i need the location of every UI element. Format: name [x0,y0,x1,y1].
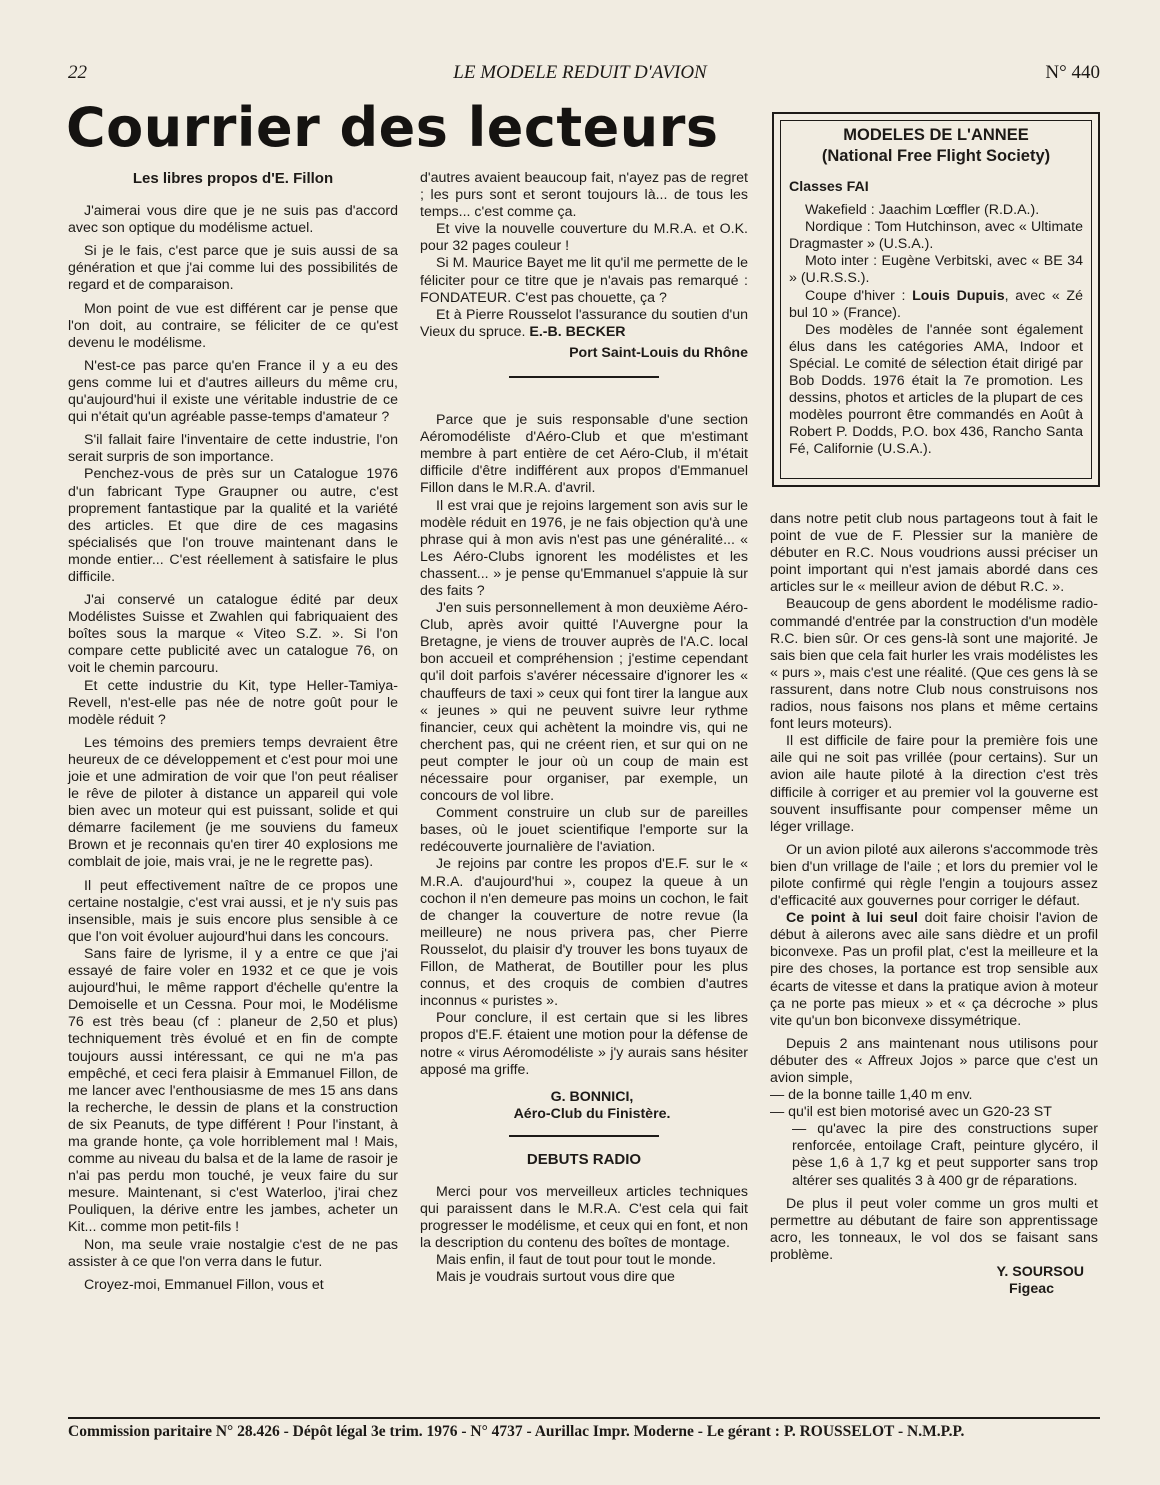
box-coupe-name: Louis Dupuis [912,287,1005,304]
paragraph: Pour conclure, il est certain que si les libres propos d'E.F. étaient une motion pour la défense de notre « virus Aéromodéliste » j'y aurais sans hésiter apposé ma griffe. [420,1010,748,1078]
paragraph [420,307,748,341]
paragraph: Penchez-vous de près sur un Catalogue 1976 d'un fabricant Type Graupner ou autre, c'est proprement fantastique par la qualité et la variété des articles. Et que dire de ces magasins spécialisés que l'on trouve maintenant dans le monde entier... C'est réellement à satisfaire le plus difficile. [68,466,398,585]
paragraph: Et vive la nouvelle couverture du M.R.A. et O.K. pour 32 pages couleur ! [420,221,748,255]
paragraph: Mon point de vue est différent car je pense que l'on doit, au contraire, se féliciter de ce qu'est devenu le modélisme. [68,300,398,351]
list-item: — qu'avec la pire des constructions super renforcée, entoilage Craft, peinture glycéro, il pèse 1,6 à 1,7 kg et peut supporter sans trop altérer ses qualités 3 à 400 gr de réparations. [792,1121,1098,1189]
signature-place-becker: Port Saint-Louis du Rhône [569,344,748,361]
magazine-title: LE MODELE REDUIT D'AVION [453,62,707,83]
signature-soursou: Y. SOURSOU [996,1264,1084,1281]
issue-number: N° 440 [1045,62,1100,83]
column-3 [770,511,1098,1298]
paragraph: Sans faire de lyrisme, il y a entre ce que j'ai essayé de faire voler en 1932 et ce que je vois aujourd'hui, le même rapport d'échelle qu'entre la Demoiselle et un Cessna. Pour moi, le Modélisme 76 est très beau (cf : planeur de 2,50 et plus) techniquement très évolué et en fin de compte toujours aussi intéressant, ce qui ne m'a pas empêché, et ceci fera plaisir à Emmanuel Fillon, de me lancer avec l'enthousiasme de mes 15 ans dans la recherche, le dessin de plans et la construction de six Peanuts, de type différent ! Pour l'instant, à ma grande honte, ça vole horriblement mal ! Mais, comme au niveau du balsa et de la lame de rasoir je n'ai pas perdu mon touché, je veux faire du sur mesure. Maintenant, si c'est Waterloo, j'irai chez Pouliquen, la dérive entre les jambes, acheter un Kit... comme mon petit-fils ! [68,945,398,1236]
paragraph: Il est difficile de faire pour la première fois une aile qui ne soit pas vrillée (pour certains). Sur un avion aile haute piloté à la direction c'est très difficile à corriger et au premier vol la gouverne est souvent insuffisante pour compenser même un léger vrillage. [770,733,1098,835]
paragraph: Non, ma seule vraie nostalgie c'est de ne pas assister à ce que l'on verra dans le futur. [68,1236,398,1270]
signature-becker: E.-B. BECKER [529,323,626,340]
box-coupe-rest: , avec « Zé bul 10 » (France). [789,287,1083,321]
column-1-body [68,203,398,1294]
paragraph: Or un avion piloté aux ailerons s'accommode très bien d'un vrillage de l'aile ; et lors du premier vol le pilote confirmé qui règle l'engin a toujours assez d'efficacité aux gouvernes pour corriger le défaut. [770,841,1098,910]
paragraph: J'aimerai vous dire que je ne suis pas d'accord avec son optique du modélisme actuel. [68,203,398,237]
modeles-annee-box [772,112,1100,487]
separator-rule [509,1135,659,1137]
box-entry-moto: Moto inter : Eugène Verbitski, avec « BE 34 » (U.R.S.S.). [789,253,1083,287]
box-coupe-label: Coupe d'hiver : [805,287,913,304]
article-heading-fillon: Les libres propos d'E. Fillon [132,170,334,187]
bold-phrase: Ce point à lui seul [786,910,918,927]
signature-place-bonnici: Aéro-Club du Finistère. [513,1105,671,1122]
box-entry-wakefield: Wakefield : Jaachim Lœffler (R.D.A.). [805,202,1040,219]
box-entry-coupe [789,288,1083,322]
paragraph: Beaucoup de gens abordent le modélisme radio-commandé d'entrée par la construction d'un modèle R.C. bien sûr. Or ces gens-là sont une majorité. Je sais bien que cela fait hurler les vrais modélistes les « purs », mais c'est une réalité. (Que ces gens là se rassurent, dans notre Club nous construisons nos radios, nous faisons nos plans et même certains font leurs moteurs). [770,596,1098,733]
paragraph: dans notre petit club nous partageons tout à fait le point de vue de F. Plessier sur la manière de débuter en R.C. Nous voudrions aussi préciser un point important qui n'est jamais abordé dans ces articles sur le « meilleur avion de début R.C. ». [770,511,1098,596]
paragraph: Il peut effectivement naître de ce propos une certaine nostalgie, c'est vrai aussi, et je n'y suis pas insensible, mais je suis encore plus sensible à ce que l'on voit évoluer aujourd'hui dans les concours. [68,877,398,945]
column-1 [68,170,398,1294]
paragraph: Si je le fais, c'est parce que je suis aussi de sa génération et que j'ai comme lui des possibilités de regard et de comparaison. [68,243,398,294]
paragraph: N'est-ce pas parce qu'en France il y a eu des gens comme lui et d'autres ailleurs du même cru, qu'aujourd'hui il existe une véritable industrie de ce qui n'était qu'un agréable passe-temps d'amateur ? [68,357,398,426]
signature-bonnici: G. BONNICI, [550,1088,634,1105]
box-entry-nordique: Nordique : Tom Hutchinson, avec « Ultimate Dragmaster » (U.S.A.). [789,219,1083,253]
paragraph: Il est vrai que je rejoins largement son avis sur le modèle réduit en 1976, je ne fais objection qu'à une phrase qui à mon avis n'est pas une généralité... « Les Aéro-Clubs ignorent les modélistes et les chassent... » je pense qu'Emmanuel s'appuie là sur des faits ? [420,497,748,599]
paragraph: J'en suis personnellement à mon deuxième Aéro-Club, après avoir quitté l'Auvergne pour la Bretagne, je viens de trouver auprès de l'A.C. local bon accueil et compréhension ; j'estime cependant qu'il doit parfois s'avérer nécessaire d'ignorer les « chauffeurs de taxi » ceux qui font tirer la langue aux « jeunes » qui ne peuvent suivre leur rythme financier, ceux qui achètent la moindre vis, qui ne cherchent pas, qui ne créent rien, et sur qui on ne peut compter le jour où un coup de main est nécessaire pour organiser, par exemple, un concours de vol libre. [420,600,748,805]
paragraph: Comment construire un club sur de pareilles bases, où le jouet scientifique l'emporte sur la redécouverte journalière de l'aviation. [420,805,748,856]
paragraph-text: doit faire choisir l'avion de début à ailerons avec aile sans dièdre et un profil biconvexe. Pas un profil plat, c'est la meilleure et la pire des choses, la portance est trop sensible aux écarts de vitesse et dans la pratique avion à moteur ça ne porte pas mieux » et « ça décroche » plus vite qu'un bon biconvexe dissymétrique. [770,910,1098,1029]
paragraph: d'autres avaient beaucoup fait, n'ayez pas de regret ; les purs sont et seront toujours là... de tous les temps... c'est comme ça. [420,170,748,221]
page-title: Courrier des lecteurs [66,96,719,159]
footer-legal: Commission paritaire N° 28.426 - Dépôt légal 3e trim. 1976 - N° 4737 - Aurillac Impr. Moderne - Le gérant : P. ROUSSELOT - N.M.P.P. [68,1417,1100,1441]
list-item: — qu'il est bien motorisé avec un G20-23 ST [770,1104,1052,1121]
box-title: MODELES DE L'ANNEE [843,126,1029,144]
page-number: 22 [68,62,87,83]
paragraph: Depuis 2 ans maintenant nous utilisons pour débuter des « Affreux Jojos » parce que c'est un avion simple, [770,1035,1098,1086]
paragraph: Si M. Maurice Bayet me lit qu'il me permette de le féliciter pour ce titre que je n'avais pas remarqué : FONDATEUR. C'est pas chouette, ça ? [420,255,748,306]
box-closing: Des modèles de l'année sont également élus dans les catégories AMA, Indoor et Spécial. Le comité de sélection était dirigé par Bob Dodds. 1976 était la 7e promotion. Les dessins, photos et articles de la plupart de ces modèles pourront être commandés en Août à Robert P. Dodds, P.O. box 436, Rancho Santa Fé, Californie (U.S.A.). [789,321,1083,458]
paragraph: Je rejoins par contre les propos d'E.F. sur le « M.R.A. d'aujourd'hui », coupez la queue à un cochon il n'en demeure pas moins un cochon, le fait de changer la couverture de notre revue (la meilleure) ne nous privera pas, cher Pierre Rousselot, du plaisir d'y trouver les bons tuyaux de Fillon, de Matherat, de Boutiller pour les plus connus, et des croquis de combien d'autres inconnus « puristes ». [420,856,748,1010]
paragraph: S'il fallait faire l'inventaire de cette industrie, l'on serait surpris de son importance. [68,432,398,466]
box-classes-heading: Classes FAI [789,179,869,195]
paragraph: Mais je voudrais surtout vous dire que [436,1269,675,1286]
modeles-annee-box-inner [780,120,1092,479]
separator-rule [509,376,659,378]
paragraph: J'ai conservé un catalogue édité par deux Modélistes Suisse et Zwahlen qui fabriquaient des boîtes sous la marque « Viteo S.Z. ». Si l'on compare cette publicité avec un catalogue 76, on voit le chemin parcouru. [68,592,398,677]
paragraph: Et cette industrie du Kit, type Heller-Tamiya-Revell, n'est-elle pas née de notre goût pour le modèle réduit ? [68,677,398,728]
column-2 [420,170,748,1287]
signature-place-soursou: Figeac [1009,1281,1054,1298]
paragraph: Merci pour vos merveilleux articles techniques qui paraissent dans le M.R.A. C'est cela qui fait progresser le modélisme, et ceux qui en font, et non la description du contenu des boîtes de montage. [420,1183,748,1252]
paragraph [770,910,1098,1030]
paragraph: Parce que je suis responsable d'une section Aéromodéliste d'Aéro-Club et que m'estimant membre à part entière de cet Aéro-Club, il m'était difficile d'être indifférent aux propos d'Emmanuel Fillon dans le M.R.A. d'avril. [420,412,748,497]
paragraph: De plus il peut voler comme un gros multi et permettre au débutant de faire son apprentissage acro, les tonneaux, le vol dos se faisant sans problème. [770,1195,1098,1263]
section-heading-debuts-radio: DEBUTS RADIO [526,1150,642,1168]
paragraph: Mais enfin, il faut de tout pour tout le monde. [436,1252,716,1269]
list-item: — de la bonne taille 1,40 m env. [770,1087,973,1104]
paragraph-text: Et à Pierre Rousselot l'assurance du soutien d'un Vieux du spruce. [420,306,748,340]
paragraph: Les témoins des premiers temps devraient être heureux de ce développement et c'est pour moi une joie et une admiration de voir que l'on peut réaliser le rêve de piloter à distance un appareil qui vole bien avec un moteur qui est puissant, solide et qui démarre facilement (je me souviens du fameux Brown et je reconnais qu'en tirer 40 explosions me comblait de joie, mais vrai, je ne le regrette pas). [68,734,398,871]
paragraph: Croyez-moi, Emmanuel Fillon, vous et [84,1276,324,1293]
box-subtitle: (National Free Flight Society) [821,147,1051,165]
